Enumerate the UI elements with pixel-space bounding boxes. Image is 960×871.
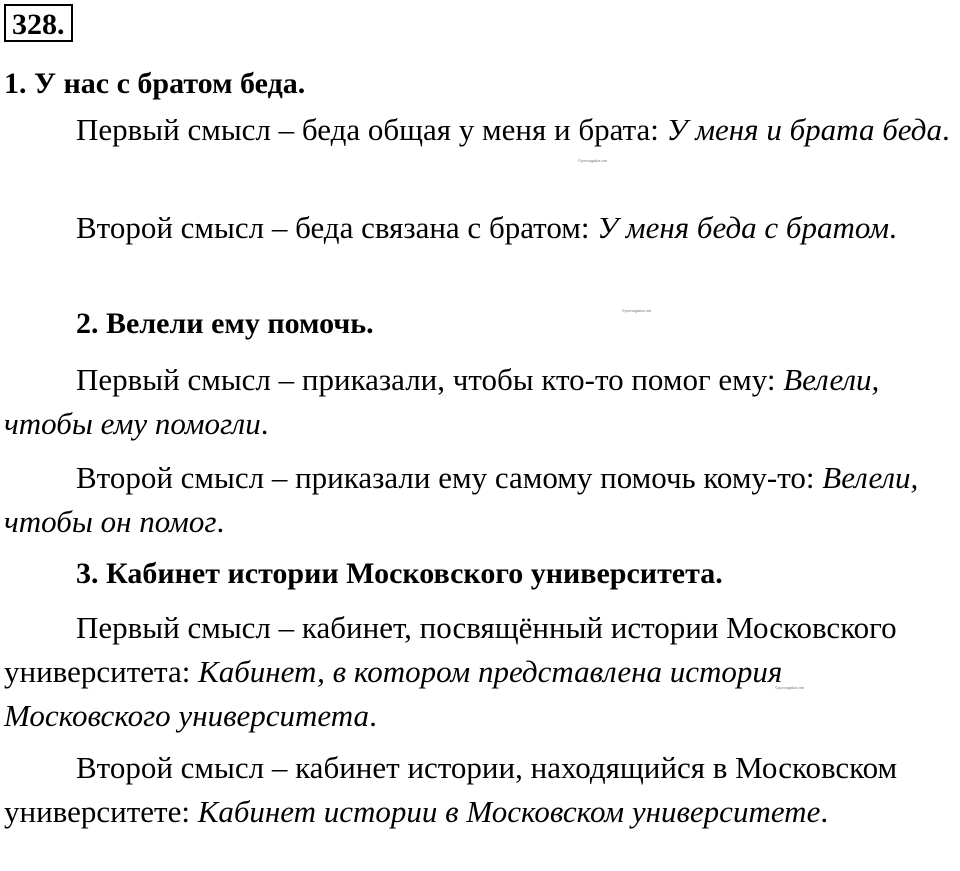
item-1-meaning-1: Первый смысл – беда общая у меня и брата: У меня и брата беда. bbox=[76, 112, 950, 147]
meaning-text: Второй смысл – кабинет истории, находящийся в Московском университете: bbox=[4, 750, 898, 829]
meaning-text: Второй смысл – приказали ему самому помочь кому-то: bbox=[76, 460, 823, 495]
meaning-example: Кабинет истории в Московском университете bbox=[197, 794, 821, 829]
meaning-text: Второй смысл – беда связана с братом: bbox=[76, 210, 598, 245]
item-3-heading: 3. Кабинет истории Московского университета. bbox=[76, 557, 723, 590]
meaning-example: У меня беда с братом bbox=[597, 210, 889, 245]
item-3-meaning-2: Второй смысл – кабинет истории, находящийся в Московском университете: Кабинет истории в Московском университете. bbox=[4, 750, 898, 829]
meaning-example: Велели, чтобы он помог bbox=[4, 460, 919, 539]
meaning-text: Первый смысл – кабинет, посвящённый истории Московского университета: bbox=[4, 610, 897, 689]
task-number: 328. bbox=[4, 4, 73, 42]
watermark: ©pomogalka.me bbox=[622, 308, 652, 313]
meaning-text: Первый смысл – приказали, чтобы кто-то помог ему: bbox=[76, 362, 784, 397]
item-1-meaning-2: Второй смысл – беда связана с братом: У меня беда с братом. bbox=[76, 210, 897, 245]
item-2-meaning-1: Первый смысл – приказали, чтобы кто-то помог ему: Велели, чтобы ему помогли. bbox=[4, 362, 880, 441]
meaning-example: У меня и брата беда bbox=[666, 112, 942, 147]
item-2-heading: 2. Велели ему помочь. bbox=[76, 307, 374, 340]
item-2-meaning-2: Второй смысл – приказали ему самому помочь кому-то: Велели, чтобы он помог. bbox=[4, 460, 919, 539]
watermark: ©pomogalka.me bbox=[578, 158, 608, 163]
item-3-meaning-1: Первый смысл – кабинет, посвящённый истории Московского университета: Кабинет, в котором представлена история Московского университета. bbox=[4, 610, 897, 733]
meaning-example: Велели, чтобы ему помогли bbox=[4, 362, 880, 441]
meaning-example: Кабинет, в котором представлена история Московского университета bbox=[4, 654, 783, 733]
meaning-text: Первый смысл – беда общая у меня и брата: bbox=[76, 112, 667, 147]
item-1-heading: 1. У нас с братом беда. bbox=[4, 67, 306, 100]
watermark: ©pomogalka.me bbox=[775, 685, 805, 690]
